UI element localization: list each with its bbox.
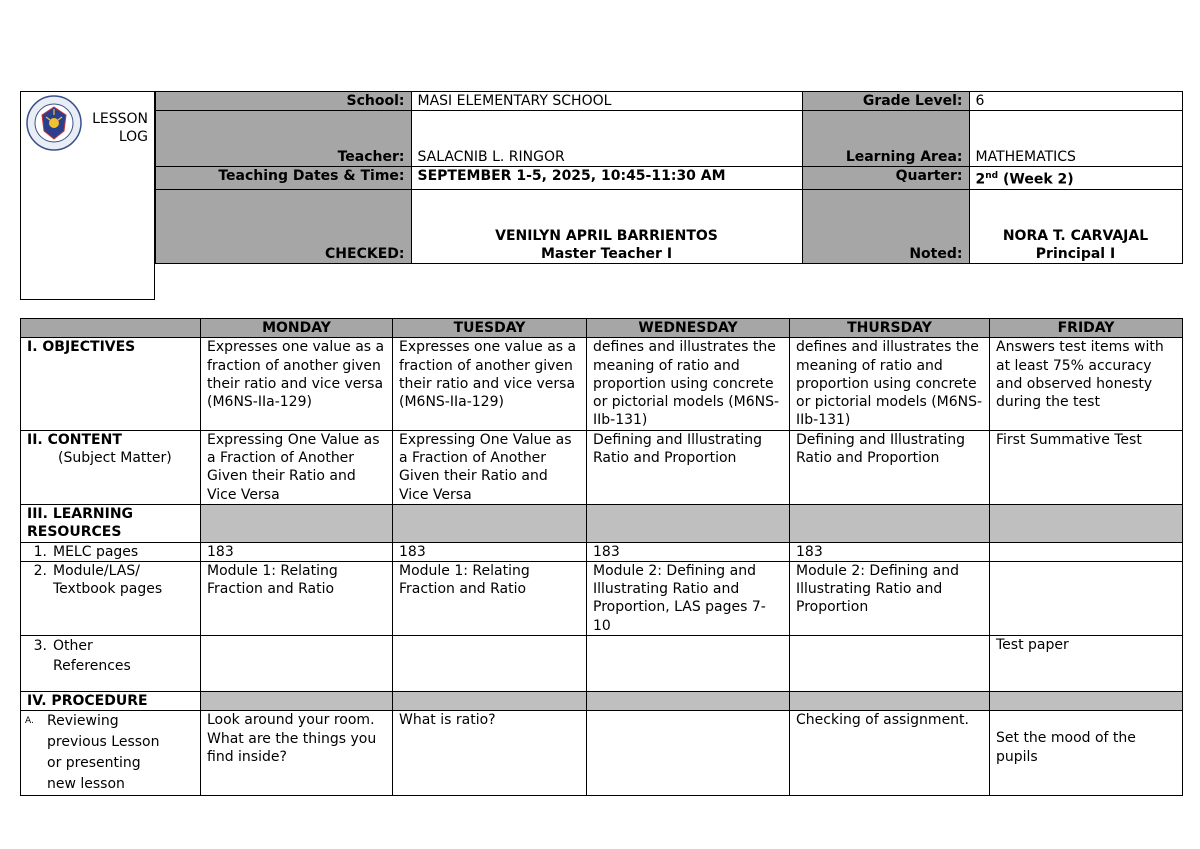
table-cell xyxy=(201,692,393,711)
grade-level-label: Grade Level: xyxy=(802,92,969,111)
module-row xyxy=(21,561,1183,635)
content-label-cell xyxy=(21,430,201,504)
melc-label-cell xyxy=(21,542,201,561)
table-cell: Module 1: Relating Fraction and Ratio xyxy=(393,561,587,635)
list-number: 2. xyxy=(33,562,47,579)
resources-label: III. LEARNING RESOURCES xyxy=(21,504,201,542)
list-number: 1. xyxy=(33,543,47,560)
header-table xyxy=(20,91,1183,264)
noted-title: Principal I xyxy=(1035,245,1116,262)
table-cell xyxy=(990,561,1183,635)
table-cell: 183 xyxy=(393,542,587,561)
resources-row xyxy=(21,504,1183,542)
table-cell: First Summative Test xyxy=(990,430,1183,504)
table-cell xyxy=(790,504,990,542)
teaching-dates-value: SEPTEMBER 1-5, 2025, 10:45-11:30 AM xyxy=(411,167,802,190)
table-cell: Expressing One Value as a Fraction of Another Given their Ratio and Vice Versa xyxy=(393,430,587,504)
checked-name: VENILYN APRIL BARRIENTOS xyxy=(495,227,718,244)
day-header: TUESDAY xyxy=(393,319,587,338)
noted-by xyxy=(969,189,1182,263)
objectives-row xyxy=(21,338,1183,430)
table-cell xyxy=(587,636,790,692)
table-cell xyxy=(790,692,990,711)
content-row xyxy=(21,430,1183,504)
melc-label: MELC pages xyxy=(53,543,139,560)
teacher-value: SALACNIB L. RINGOR xyxy=(411,111,802,167)
table-cell xyxy=(201,504,393,542)
module-label-cell xyxy=(21,561,201,635)
table-cell xyxy=(393,692,587,711)
school-value: MASI ELEMENTARY SCHOOL xyxy=(411,92,802,111)
table-cell: 183 xyxy=(790,542,990,561)
objectives-label: I. OBJECTIVES xyxy=(21,338,201,430)
grade-level-value: 6 xyxy=(969,92,1182,111)
table-cell: Checking of assignment. xyxy=(790,711,990,796)
day-header: THURSDAY xyxy=(790,319,990,338)
quarter-value: 2nd (Week 2) xyxy=(969,167,1182,190)
checked-title: Master Teacher I xyxy=(540,245,673,262)
teaching-dates-label: Teaching Dates & Time: xyxy=(155,167,411,190)
table-cell: Look around your room. What are the things you find inside? xyxy=(201,711,393,796)
table-cell: defines and illustrates the meaning of ratio and proportion using concrete or pictorial models (M6NS-IIb-131) xyxy=(790,338,990,430)
table-cell xyxy=(393,504,587,542)
table-cell xyxy=(201,636,393,692)
table-cell: Module 2: Defining and Illustrating Ratio and Proportion, LAS pages 7-10 xyxy=(587,561,790,635)
table-cell: Test paper xyxy=(990,636,1183,692)
table-cell xyxy=(587,692,790,711)
noted-label: Noted: xyxy=(802,189,969,263)
list-number: 3. xyxy=(33,638,47,655)
table-cell xyxy=(990,504,1183,542)
days-header-row xyxy=(21,319,1183,338)
table-cell xyxy=(587,504,790,542)
table-cell: 183 xyxy=(587,542,790,561)
learning-area-value: MATHEMATICS xyxy=(969,111,1182,167)
noted-name: NORA T. CARVAJAL xyxy=(1002,227,1149,244)
table-cell: Defining and Illustrating Ratio and Proportion xyxy=(587,430,790,504)
table-cell xyxy=(587,711,790,796)
content-sublabel: (Subject Matter) xyxy=(58,450,172,467)
lesson-log-title: LESSON LOG xyxy=(92,111,148,145)
table-cell: Expresses one value as a fraction of another given their ratio and vice versa (M6NS-IIa-129) xyxy=(393,338,587,430)
table-cell xyxy=(393,636,587,692)
table-cell xyxy=(790,636,990,692)
list-letter: A. xyxy=(25,716,34,727)
table-cell: What is ratio? xyxy=(393,711,587,796)
teacher-label: Teacher: xyxy=(155,111,411,167)
corner-cell xyxy=(21,319,201,338)
table-cell xyxy=(990,542,1183,561)
table-cell: Expresses one value as a fraction of another given their ratio and vice versa (M6NS-IIa-129) xyxy=(201,338,393,430)
table-cell: Module 2: Defining and Illustrating Ratio and Proportion xyxy=(790,561,990,635)
other-references-row xyxy=(21,636,1183,692)
other-label: Other References xyxy=(53,638,131,675)
day-header: MONDAY xyxy=(201,319,393,338)
day-header: FRIDAY xyxy=(990,319,1183,338)
table-cell: defines and illustrates the meaning of ratio and proportion using concrete or pictorial models (M6NS-IIb-131) xyxy=(587,338,790,430)
table-cell: Module 1: Relating Fraction and Ratio xyxy=(201,561,393,635)
table-cell: Set the mood of the pupils xyxy=(990,711,1183,796)
learning-area-label: Learning Area: xyxy=(802,111,969,167)
content-label: II. CONTENT xyxy=(27,431,122,448)
review-row xyxy=(21,711,1183,796)
table-cell: Answers test items with at least 75% accuracy and observed honesty during the test xyxy=(990,338,1183,430)
table-cell xyxy=(990,692,1183,711)
quarter-label: Quarter: xyxy=(802,167,969,190)
checked-by xyxy=(411,189,802,263)
procedure-label: IV. PROCEDURE xyxy=(21,692,201,711)
checked-label: CHECKED: xyxy=(155,189,411,263)
other-label-cell xyxy=(21,636,201,692)
lesson-log-table xyxy=(20,318,1183,796)
school-label: School: xyxy=(155,92,411,111)
module-label: Module/LAS/ Textbook pages xyxy=(53,562,163,598)
review-label: Reviewing previous Lesson or presenting new lesson xyxy=(47,713,160,793)
review-label-cell xyxy=(21,711,201,796)
melc-row xyxy=(21,542,1183,561)
day-header: WEDNESDAY xyxy=(587,319,790,338)
procedure-row xyxy=(21,692,1183,711)
table-cell: 183 xyxy=(201,542,393,561)
table-cell: Expressing One Value as a Fraction of Another Given their Ratio and Vice Versa xyxy=(201,430,393,504)
table-cell: Defining and Illustrating Ratio and Proportion xyxy=(790,430,990,504)
